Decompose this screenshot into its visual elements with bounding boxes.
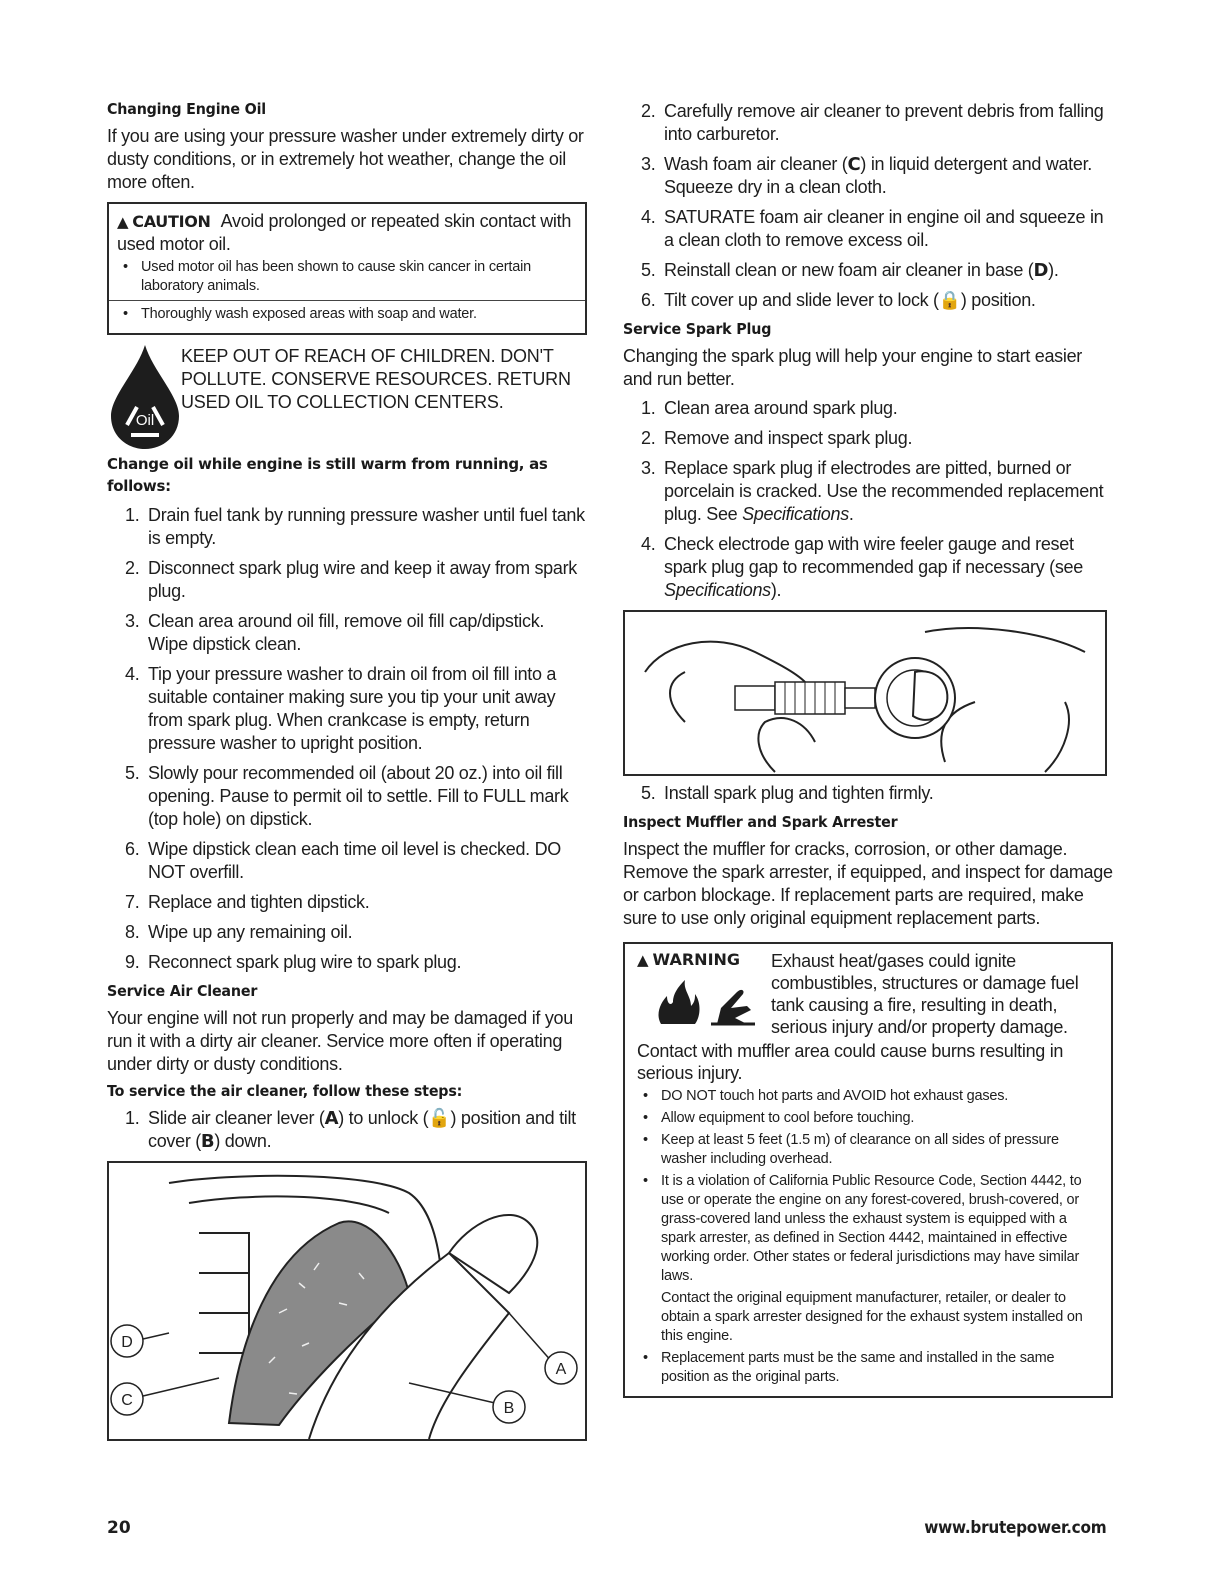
air-cleaner-steps-left (107, 1107, 587, 1153)
warning-bullet: • Keep at least 5 feet (1.5 m) of clearance on all sides of pressure washer including overhead. (637, 1131, 1101, 1169)
list-item: 4. Check electrode gap with wire feeler gauge and reset spark plug gap to recommended gap if necessary (see Specifications). (641, 534, 1083, 600)
list-item: 1. Clean area around spark plug. (641, 398, 898, 418)
caution-lead: Avoid prolonged or repeated skin contact with used motor oil. (117, 211, 572, 254)
air-intro: Your engine will not run properly and may be damaged if you run it with a dirty air cleaner. Service more often if operating under dirty or dusty conditions. (107, 1008, 573, 1074)
oil-recycle-notice (107, 341, 587, 451)
warning-lead: Exhaust heat/gases could ignite combustibles, structures or damage fuel tank causing a fire, resulting in death, serious injury and/or property damage. (771, 951, 1079, 1037)
list-item: 3. Replace spark plug if electrodes are pitted, burned or porcelain is cracked. Use the recommended replacement plug. See Specifications. (641, 458, 1104, 524)
list-item: 4. Tip your pressure washer to drain oil from oil fill into a suitable container making sure you tip your unit away from spark plug. When crankcase is empty, return pressure washer to upright position. (125, 664, 557, 753)
callout-d: D (121, 1334, 133, 1351)
list-item: 6. Wipe dipstick clean each time oil level is checked. DO NOT overfill. (125, 839, 561, 882)
callout-b: B (503, 1400, 515, 1417)
warning-contact: Contact with muffler area could cause burns resulting in serious injury. (637, 1041, 1064, 1083)
list-item: 3. Wash foam air cleaner (C) in liquid detergent and water. Squeeze dry in a clean cloth. (641, 154, 1092, 197)
list-item: 6. Tilt cover up and slide lever to lock (🔒) position. (641, 290, 1036, 310)
warning-bullets (637, 1087, 1101, 1387)
list-item: 2. Carefully remove air cleaner to prevent debris from falling into carburetor. (641, 101, 1104, 144)
heading-inspect-muffler: Inspect Muffler and Spark Arrester (623, 813, 898, 831)
unlock-icon: 🔓 (428, 1108, 451, 1128)
callout-a: A (555, 1361, 567, 1378)
left-column (107, 100, 587, 1441)
caution-bullet: • Used motor oil has been shown to cause skin cancer in certain laboratory animals. (117, 258, 575, 296)
alert-triangle-icon: ▲ (637, 951, 649, 969)
air-cleaner-illustration (109, 1163, 585, 1439)
caution-box (107, 202, 587, 335)
air-cleaner-figure (107, 1161, 587, 1441)
list-item: 5. Slowly pour recommended oil (about 20 oz.) into oil fill opening. Pause to permit oil to settle. Fill to FULL mark (top hole) on dipstick. (125, 763, 569, 829)
heading-service-air-cleaner: Service Air Cleaner (107, 982, 258, 1000)
list-item: 9. Reconnect spark plug wire to spark plug. (125, 952, 462, 972)
list-item: 3. Clean area around oil fill, remove oil fill cap/dipstick. Wipe dipstick clean. (125, 611, 545, 654)
alert-triangle-icon: ▲ (117, 213, 129, 231)
warning-box (623, 942, 1113, 1398)
list-item: 8. Wipe up any remaining oil. (125, 922, 353, 942)
caution-bullet: • Thoroughly wash exposed areas with soap and water. (117, 305, 575, 324)
list-item: 1. Drain fuel tank by running pressure washer until fuel tank is empty. (125, 505, 585, 548)
lock-icon: 🔒 (938, 290, 961, 310)
warning-bullet: • It is a violation of California Public Resource Code, Section 4442, to use or operate the engine on any forest-covered, brush-covered, or grass-covered land unless the exhaust system is equipped with a spark arrester, as defined in Section 4442, maintained in effective working order. Other states or federal jurisdictions may have similar laws. (637, 1172, 1101, 1286)
list-item: 7. Replace and tighten dipstick. (125, 892, 370, 912)
list-item: 1. Slide air cleaner lever (A) to unlock (🔓) position and tilt cover (B) down. (125, 1108, 576, 1152)
oil-intro: If you are using your pressure washer under extremely dirty or dusty conditions, or in extremely hot weather, change the oil more often. (107, 126, 584, 192)
spark-plug-step-5 (623, 782, 1113, 805)
warning-bullet: • DO NOT touch hot parts and AVOID hot exhaust gases. (637, 1087, 1101, 1106)
warning-signal: ▲ WARNING (637, 950, 741, 969)
warning-bullet: • Allow equipment to cool before touching. (637, 1109, 1101, 1128)
footer-url: www.brutepower.com (923, 1518, 1106, 1538)
list-item: 5. Install spark plug and tighten firmly. (641, 783, 934, 803)
warning-bullet: • Replacement parts must be the same and installed in the same position as the original parts. (637, 1349, 1101, 1387)
right-column (623, 100, 1113, 1398)
spark-plug-figure (623, 610, 1107, 776)
oil-notice-text: KEEP OUT OF REACH OF CHILDREN. DON'T POLLUTE. CONSERVE RESOURCES. RETURN USED OIL TO COLLECTION CENTERS. (181, 346, 571, 412)
list-item: 2. Disconnect spark plug wire and keep it away from spark plug. (125, 558, 578, 601)
spark-intro: Changing the spark plug will help your engine to start easier and run better. (623, 346, 1082, 389)
heading-change-oil-steps: Change oil while engine is still warm from running, as follows: (107, 455, 548, 495)
oil-drop-recycle-icon (107, 341, 183, 451)
callout-c: C (121, 1392, 133, 1409)
caution-signal: ▲ CAUTION (117, 212, 211, 231)
change-oil-steps (107, 504, 587, 974)
caution-bullets (117, 258, 575, 296)
heading-changing-engine-oil: Changing Engine Oil (107, 100, 267, 118)
heading-service-spark-plug: Service Spark Plug (623, 320, 772, 338)
spark-plug-gauge-illustration (625, 612, 1105, 774)
oil-symbol-label: Oil (135, 412, 155, 429)
divider (109, 300, 585, 301)
list-item: 5. Reinstall clean or new foam air cleaner in base (D). (641, 260, 1059, 281)
spark-plug-steps (623, 397, 1113, 602)
muffler-text: Inspect the muffler for cracks, corrosion, or other damage. Remove the spark arrester, if equipped, and inspect for damage or carbon blockage. If replacement parts are required, make sure to use only original equipment replacement parts. (623, 839, 1113, 928)
list-item: 2. Remove and inspect spark plug. (641, 428, 913, 448)
warning-contact-oem: Contact the original equipment manufacturer, retailer, or dealer to obtain a spark arrester designed for the exhaust system installed on this engine. (661, 1290, 1083, 1344)
air-cleaner-steps-right (623, 100, 1113, 312)
heading-air-cleaner-steps: To service the air cleaner, follow these steps: (107, 1082, 463, 1100)
fire-hot-surface-icons (651, 978, 761, 1028)
page-number: 20 (107, 1518, 131, 1538)
list-item: 4. SATURATE foam air cleaner in engine oil and squeeze in a clean cloth to remove excess oil. (641, 207, 1104, 250)
